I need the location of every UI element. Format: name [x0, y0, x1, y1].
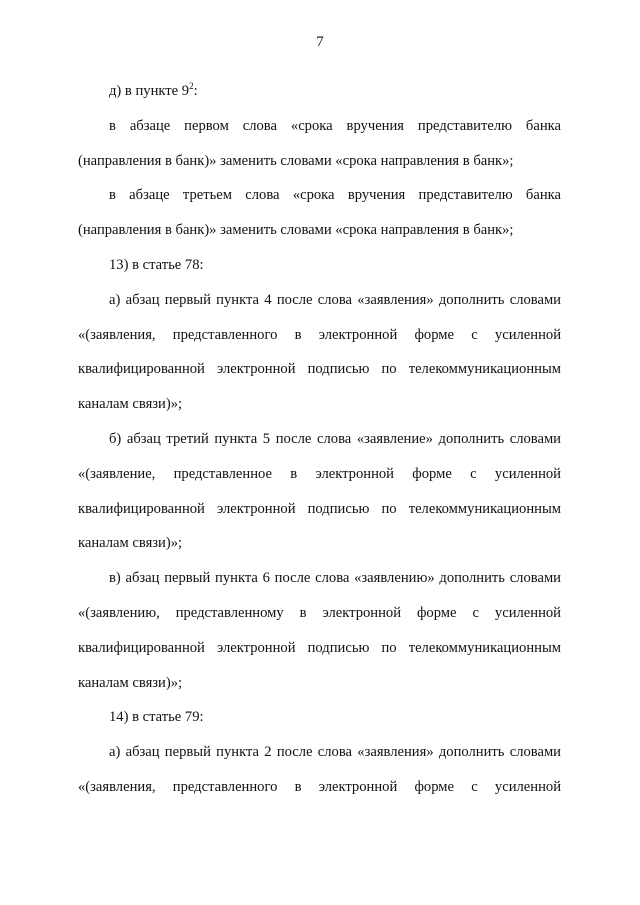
paragraph-item-13: 13) в статье 78:: [109, 256, 204, 273]
superscript-2: 2: [189, 81, 194, 91]
paragraph-d-item-intro: [78, 74, 561, 109]
paragraph-d-item-intro-colon: :: [193, 83, 198, 99]
paragraph-item-13-v: в) абзац первый пункта 6 после слова «заявлению» дополнить словами «(заявлению, представленному в электронной форме с усиленной квалифицированной электронной подписью по телекоммуникационным каналам связи)»;: [78, 570, 561, 691]
paragraph-item-14: 14) в статье 79:: [109, 709, 204, 726]
page-number: 7: [316, 34, 324, 50]
paragraph-d-third-paragraph: в абзаце третьем слова «срока вручения представителю банка (направления в банк)» заменить словами «срока направления в банк»;: [78, 187, 561, 239]
document-body: [78, 74, 561, 805]
paragraph-item-13-b: б) абзац третий пункта 5 после слова «заявление» дополнить словами «(заявление, представленное в электронной форме с усиленной квалифицированной электронной подписью по телекоммуникационным каналам связи)»;: [78, 430, 561, 552]
paragraph-d-first-paragraph: в абзаце первом слова «срока вручения представителю банка (направления в банк)» заменить словами «срока направления в банк»;: [78, 117, 561, 169]
paragraph-d-item-intro-text: д) в пункте 9: [109, 83, 190, 99]
paragraph-item-13-a: а) абзац первый пункта 4 после слова «заявления» дополнить словами «(заявления, представленного в электронной форме с усиленной квалифицированной электронной подписью по телекоммуникационным каналам связи)»;: [78, 291, 561, 413]
paragraph-item-14-a: а) абзац первый пункта 2 после слова «заявления» дополнить словами «(заявления, представленного в электронной форме с усиленной: [78, 744, 561, 795]
